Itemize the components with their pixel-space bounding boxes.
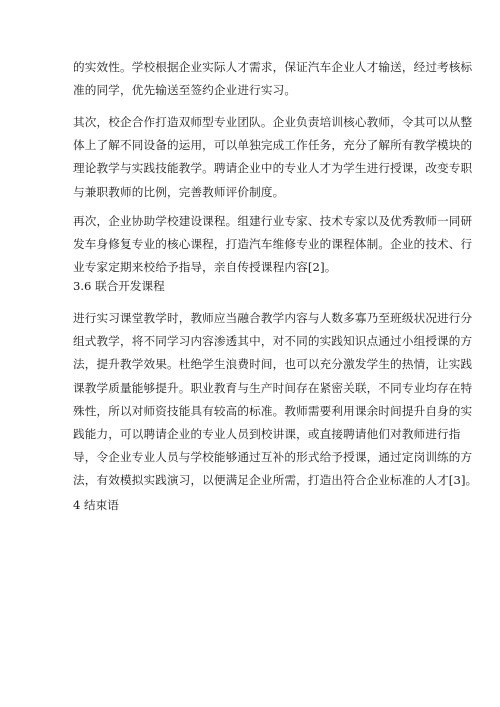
text-line: 准的同学，优先输送至签约企业进行实习。 [73,83,297,98]
text-line: 发车身修复专业的核心课程，打造汽车维修专业的课程体制。企业的技术、行 [73,237,473,252]
section-heading-4-conclusion: 4 结束语 [73,498,119,512]
text-line: 导，令企业专业人员与学校能够通过互补的形式给予授课，通过定岗训练的方 [73,450,473,465]
text-line: 法，有效模拟实践演习，以便满足企业所需，打造出符合企业标准的人才[3]。 [73,473,478,488]
text-line: 理论教学与实践技能教学。聘请企业中的专业人才为学生进行授课，改变专职 [73,161,473,176]
paragraph-joint-course-development [73,307,478,493]
text-line: 进行实习课堂教学时，教师应当融合教学内容与人数多寡乃至班级状况进行分 [73,311,473,325]
text-line: 再次，企业协助学校建设课程。组建行业专家、技术专家以及优秀教师一同研 [73,214,473,228]
section-heading-3-6: 3.6 联合开发课程 [73,279,165,293]
text-line: 其次，校企合作打造双师型专业团队。企业负责培训核心教师，令其可以从整 [73,115,473,129]
text-line: 践能力，可以聘请企业的专业人员到校讲课，或直接聘请他们对教师进行指 [73,426,461,441]
paragraph-dual-teacher-team [73,111,473,204]
text-line: 体上了解不同设备的运用，可以单独完成工作任务，充分了解所有教学模块的 [73,138,473,153]
text-line: 与兼职教师的比例，完善教师评价制度。 [73,184,285,199]
paragraph-course-building [73,210,473,280]
text-line: 殊性，所以对师资技能具有较高的标准。教师需要利用课余时间提升自身的实 [73,403,473,418]
paragraph-training-effectiveness [73,56,473,102]
text-line: 组式教学，将不同学习内容渗透其中，对不同的实践知识点通过小组授课的方 [73,334,473,349]
text-line: 的实效性。学校根据企业实际人才需求，保证汽车企业人才输送，经过考核标 [73,60,473,74]
text-line: 业专家定期来校给予指导，亲自传授课程内容[2]。 [73,260,337,275]
text-line: 课教学质量能够提升。职业教育与生产时间存在紧密关联，不同专业均存在特 [73,380,473,395]
text-line: 法，提升教学效果。杜绝学生浪费时间，也可以充分激发学生的热情，让实践 [73,357,473,372]
